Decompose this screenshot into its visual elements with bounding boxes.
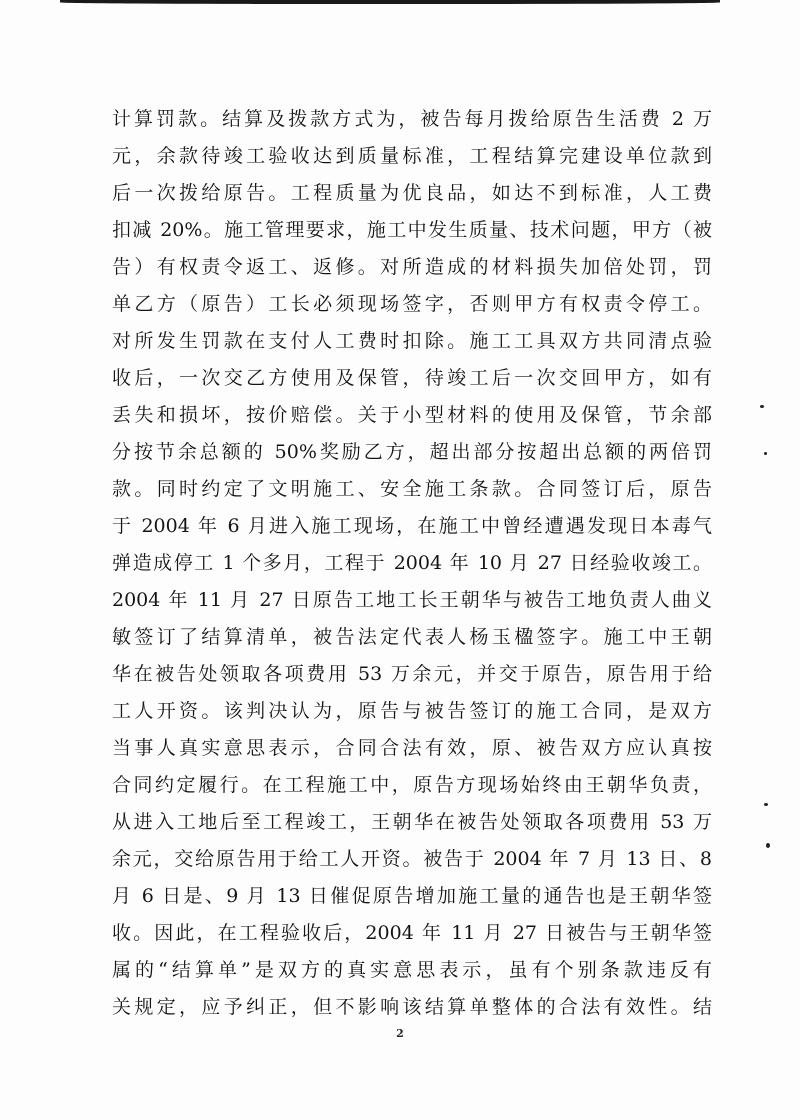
text-line: 关规定，应予纠正，但不影响该结算单整体的合法有效性。结 [112, 996, 712, 1018]
scan-speck [764, 803, 768, 806]
scan-speck [766, 843, 770, 848]
text-line: 后一次拨给原告。工程质量为优良品，如达不到标准，人工费 [112, 182, 712, 204]
text-line: 丢失和损坏，按价赔偿。关于小型材料的使用及保管，节余部 [112, 404, 712, 426]
text-line: 2004 年 11 月 27 日原告工地工长王朝华与被告工地负责人曲义 [112, 589, 712, 611]
scan-top-edge [60, 0, 720, 4]
scan-speck [764, 452, 767, 455]
text-line: 弹造成停工 1 个多月，工程于 2004 年 10 月 27 日经验收竣工。 [112, 552, 712, 574]
text-line: 单乙方（原告）工长必须现场签字，否则甲方有权责令停工。 [112, 293, 712, 315]
text-line: 从进入工地后至工程竣工，王朝华在被告处领取各项费用 53 万 [112, 811, 712, 833]
text-line: 工人开资。该判决认为，原告与被告签订的施工合同，是双方 [112, 700, 712, 722]
text-line: 分按节余总额的 50%奖励乙方，超出部分按超出总额的两倍罚 [112, 441, 712, 463]
text-line: 扣减 20%。施工管理要求，施工中发生质量、技术问题，甲方（被 [112, 219, 712, 241]
text-line: 合同约定履行。在工程施工中，原告方现场始终由王朝华负责， [112, 774, 712, 796]
text-line: 计算罚款。结算及拨款方式为，被告每月拨给原告生活费 2 万 [112, 108, 712, 130]
text-line: 属的“结算单”是双方的真实意思表示，虽有个别条款违反有 [112, 959, 712, 981]
page-number: 2 [396, 1027, 404, 1040]
text-line: 当事人真实意思表示，合同合法有效，原、被告双方应认真按 [112, 737, 712, 759]
text-line: 收。因此，在工程验收后，2004 年 11 月 27 日被告与王朝华签 [112, 922, 712, 944]
scan-speck [760, 405, 764, 408]
body-text [112, 101, 712, 1026]
text-line: 华在被告处领取各项费用 53 万余元，并交于原告，原告用于给 [112, 663, 712, 685]
text-line: 余元，交给原告用于给工人开资。被告于 2004 年 7 月 13 日、8 [112, 848, 712, 870]
text-line: 款。同时约定了文明施工、安全施工条款。合同签订后，原告 [112, 478, 712, 500]
text-line: 敏签订了结算清单，被告法定代表人杨玉楹签字。施工中王朝 [112, 626, 712, 648]
text-line: 收后，一次交乙方使用及保管，待竣工后一次交回甲方，如有 [112, 367, 712, 389]
text-line: 于 2004 年 6 月进入施工现场，在施工中曾经遭遇发现日本毒气 [112, 515, 712, 537]
text-line: 对所发生罚款在支付人工费时扣除。施工工具双方共同清点验 [112, 330, 712, 352]
text-line: 告）有权责令返工、返修。对所造成的材料损失加倍处罚，罚 [112, 256, 712, 278]
text-line: 月 6 日是、9 月 13 日催促原告增加施工量的通告也是王朝华签 [112, 885, 712, 907]
text-line: 元，余款待竣工验收达到质量标准，工程结算完建设单位款到 [112, 145, 712, 167]
